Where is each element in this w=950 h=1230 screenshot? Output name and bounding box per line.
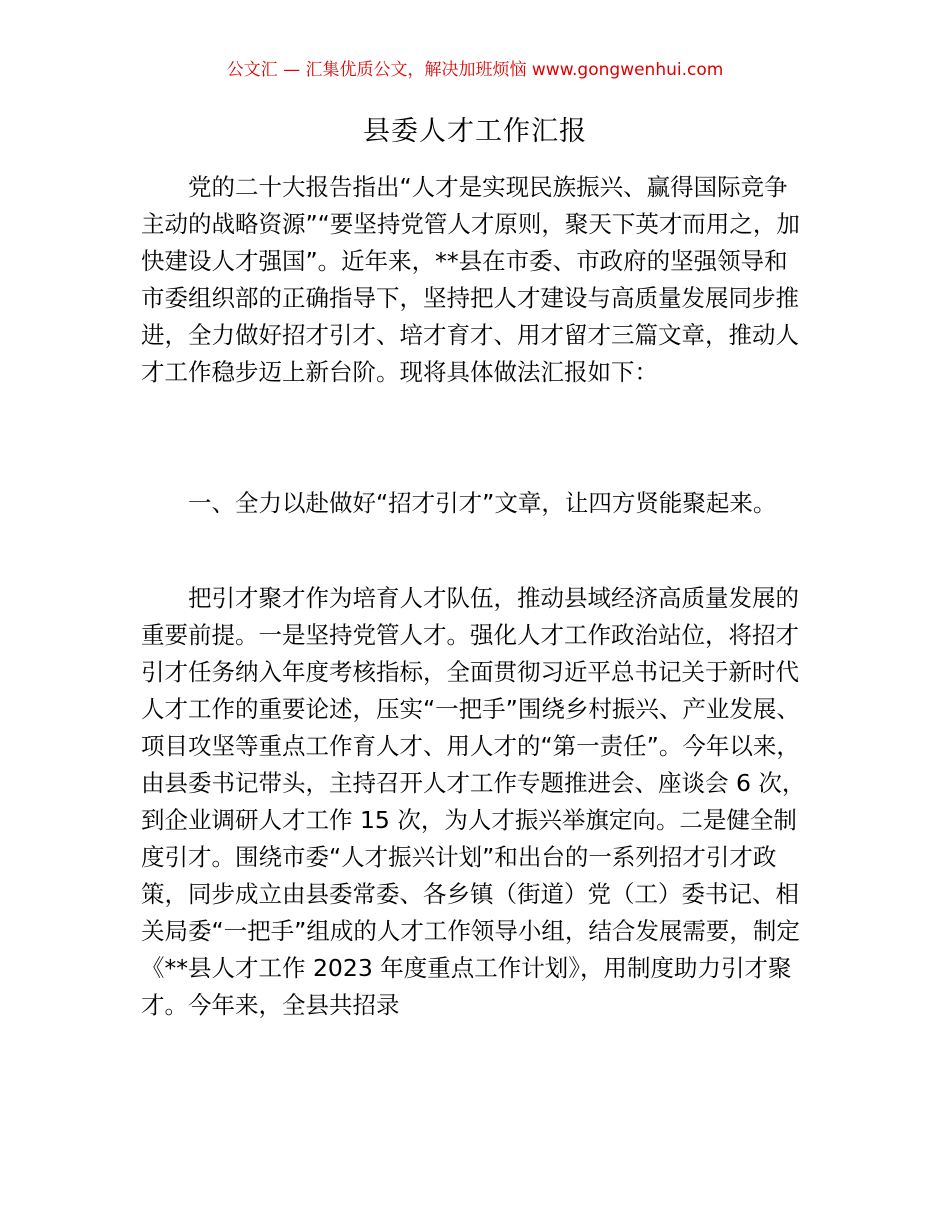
document-body-intro	[141, 169, 811, 391]
section-heading-1: 一、全力以赴做好“招才引才”文章，让四方贤能聚起来。	[188, 489, 777, 517]
document-title: 县委人才工作汇报	[363, 116, 587, 147]
document-body-section-content	[141, 580, 811, 1024]
site-banner: 公文汇 — 汇集优质公文，解决加班烦恼 www.gongwenhui.com	[226, 60, 724, 80]
paragraph-intro: 党的二十大报告指出“人才是实现民族振兴、赢得国际竞争主动的战略资源”“要坚持党管人才原则，聚天下英才而用之，加快建设人才强国”。近年来，**县在市委、市政府的坚强领导和市委组织部的正确指导下，坚持把人才建设与高质量发展同步推进，全力做好招才引才、培才育才、用才留才三篇文章，推动人才工作稳步迈上新台阶。现将具体做法汇报如下：	[141, 173, 800, 386]
document-body-section-heading	[141, 485, 811, 522]
paragraph-section-1: 把引才聚才作为培育人才队伍，推动县域经济高质量发展的重要前提。一是坚持党管人才。强化人才工作政治站位，将招才引才任务纳入年度考核指标，全面贯彻习近平总书记关于新时代人才工作的重要论述，压实“一把手”围绕乡村振兴、产业发展、项目攻坚等重点工作育人才、用人才的“第一责任”。今年以来，由县委书记带头，主持召开人才工作专题推进会、座谈会 6 次，到企业调研人才工作 15 次，为人才振兴举旗定向。二是健全制度引才。围绕市委“人才振兴计划”和出台的一系列招才引才政策，同步成立由县委常委、各乡镇（街道）党（工）委书记、相关局委“一把手”组成的人才工作领导小组，结合发展需要，制定《**县人才工作 2023 年度重点工作计划》，用制度助力引才聚才。今年来，全县共招录	[141, 584, 806, 1019]
